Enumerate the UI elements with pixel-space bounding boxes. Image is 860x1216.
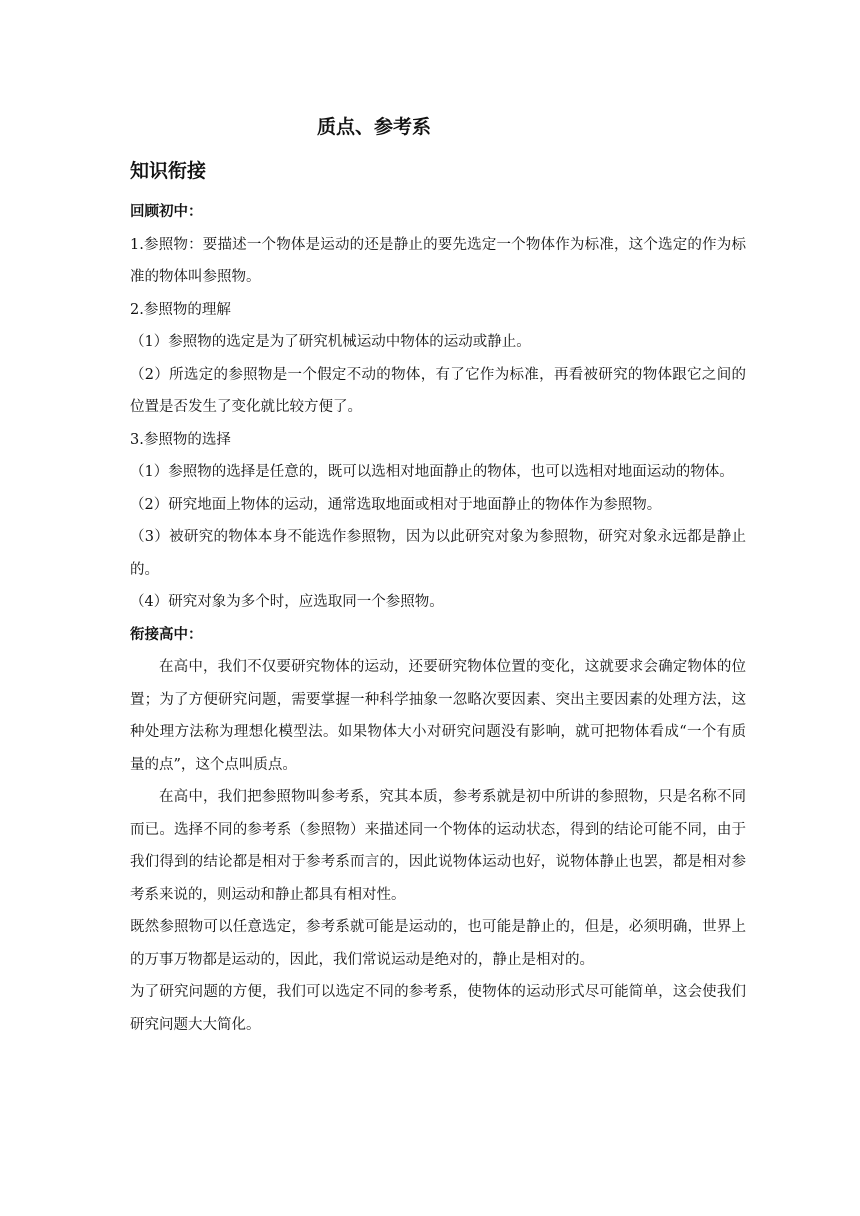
bridge-paragraph-4: 为了研究问题的方便，我们可以选定不同的参考系，使物体的运动形式尽可能简单，这会使我们研究问题大大简化。 bbox=[130, 984, 746, 1033]
document-title: 质点、参考系 bbox=[316, 116, 431, 138]
review-item-2-2: （2）所选定的参照物是一个假定不动的物体，有了它作为标准，再看被研究的物体跟它之间的位置是否发生了变化就比较方便了。 bbox=[130, 366, 746, 415]
review-item-3-1: （1）参照物的选择是任意的，既可以选相对地面静止的物体，也可以选相对地面运动的物体。 bbox=[130, 464, 734, 480]
review-heading: 回顾初中： bbox=[130, 204, 203, 220]
document-body bbox=[130, 196, 746, 1041]
review-item-3-3: （3）被研究的物体本身不能选作参照物，因为以此研究对象为参照物，研究对象永远都是静止的。 bbox=[130, 529, 746, 578]
review-item-2-1: （1）参照物的选定是为了研究机械运动中物体的运动或静止。 bbox=[130, 334, 531, 350]
review-item-3-4: （4）研究对象为多个时，应选取同一个参照物。 bbox=[130, 594, 444, 610]
review-item-3-2: （2）研究地面上物体的运动，通常选取地面或相对于地面静止的物体作为参照物。 bbox=[130, 496, 662, 513]
bridge-paragraph-1: 在高中，我们不仅要研究物体的运动，还要研究物体位置的变化，这就要求会确定物体的位置；为了方便研究问题，需要掌握一种科学抽象一忽略次要因素、突出主要因素的处理方法，这种处理方法称为理想化模型法。如果物体大小对研究问题没有影响，就可把物体看成“一个有质量的点”，这个点叫质点。 bbox=[130, 659, 746, 773]
review-item-1: 1.参照物：要描述一个物体是运动的还是静止的要先选定一个物体作为标准，这个选定的作为标准的物体叫参照物。 bbox=[130, 236, 746, 285]
review-item-2-heading: 2.参照物的理解 bbox=[130, 301, 231, 318]
bridge-paragraph-2: 在高中，我们把参照物叫参考系，究其本质，参考系就是初中所讲的参照物，只是名称不同而已。选择不同的参考系（参照物）来描述同一个物体的运动状态，得到的结论可能不同，由于我们得到的结论都是相对于参考系而言的，因此说物体运动也好，说物体静止也罢，都是相对参考系来说的，则运动和静止都具有相对性。 bbox=[130, 789, 746, 903]
bridge-heading: 衔接高中： bbox=[130, 626, 203, 643]
section-heading: 知识衔接 bbox=[130, 160, 207, 182]
bridge-paragraph-3: 既然参照物可以任意选定，参考系就可能是运动的，也可能是静止的，但是，必须明确，世界上的万事万物都是运动的，因此，我们常说运动是绝对的，静止是相对的。 bbox=[130, 919, 746, 968]
review-item-3-heading: 3.参照物的选择 bbox=[130, 431, 231, 448]
